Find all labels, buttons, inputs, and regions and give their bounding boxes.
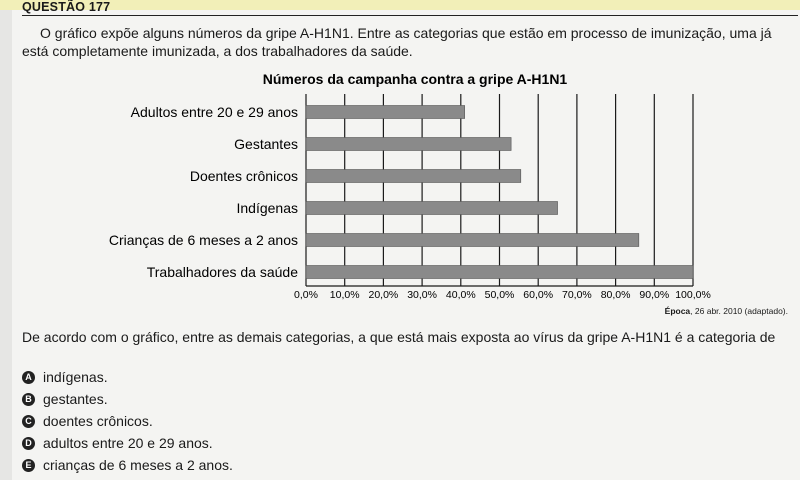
bar: [306, 106, 465, 119]
answer-options: [22, 366, 233, 476]
option-letter: D: [22, 437, 35, 450]
option-text: adultos entre 20 e 29 anos.: [43, 435, 213, 451]
option-letter: E: [22, 459, 35, 472]
x-tick-label: 70,0%: [562, 289, 592, 301]
category-label: Indígenas: [236, 200, 298, 216]
question-intro: [22, 24, 794, 60]
category-label: Gestantes: [234, 136, 298, 152]
option-text: gestantes.: [43, 391, 108, 407]
x-tick-label: 80,0%: [600, 289, 631, 301]
category-label: Crianças de 6 meses a 2 anos: [108, 232, 298, 248]
x-tick-label: 90,0%: [639, 289, 670, 301]
option-b[interactable]: [22, 388, 233, 410]
option-letter: C: [22, 415, 35, 428]
option-text: crianças de 6 meses a 2 anos.: [43, 457, 233, 473]
option-c[interactable]: [22, 410, 233, 432]
category-label: Adultos entre 20 e 29 anos: [130, 104, 298, 120]
bar: [306, 170, 521, 183]
option-letter: B: [22, 393, 35, 406]
x-tick-label: 0,0%: [294, 289, 318, 301]
bar: [306, 266, 693, 279]
category-label: Trabalhadores da saúde: [146, 264, 298, 280]
option-d[interactable]: [22, 432, 233, 454]
x-tick-label: 50,0%: [484, 289, 515, 301]
option-a[interactable]: [22, 366, 233, 388]
option-text: doentes crônicos.: [43, 413, 153, 429]
bar-chart: [0, 68, 800, 308]
category-label: Doentes crônicos: [189, 168, 298, 184]
option-letter: A: [22, 371, 35, 384]
chart-source: [665, 306, 788, 316]
question-prompt: De acordo com o gráfico, entre as demais categorias, a que está mais exposta ao vírus da gripe A-H1N1 é a categoria de: [22, 329, 776, 345]
source-date: , 26 abr. 2010 (adaptado).: [690, 306, 788, 316]
bar: [306, 234, 639, 247]
x-tick-label: 20,0%: [368, 289, 399, 301]
source-publication: Época: [664, 306, 691, 316]
x-tick-label: 100,0%: [675, 289, 711, 301]
question-header: QUESTÃO 177: [22, 0, 798, 16]
x-tick-label: 30,0%: [407, 289, 437, 301]
option-text: indígenas.: [43, 369, 108, 385]
x-tick-label: 10,0%: [329, 289, 360, 301]
bar: [306, 138, 511, 151]
bar: [306, 202, 558, 215]
x-tick-label: 60,0%: [523, 289, 554, 301]
x-tick-label: 40,0%: [445, 289, 476, 301]
chart-title: Números da campanha contra a gripe A-H1N1: [262, 71, 568, 87]
option-e[interactable]: [22, 454, 233, 476]
intro-text: O gráfico expõe alguns números da gripe A-H1N1. Entre as categorias que estão em processo de imunização, uma já está completamente imunizada, a dos trabalhadores da saúde.: [22, 25, 772, 59]
